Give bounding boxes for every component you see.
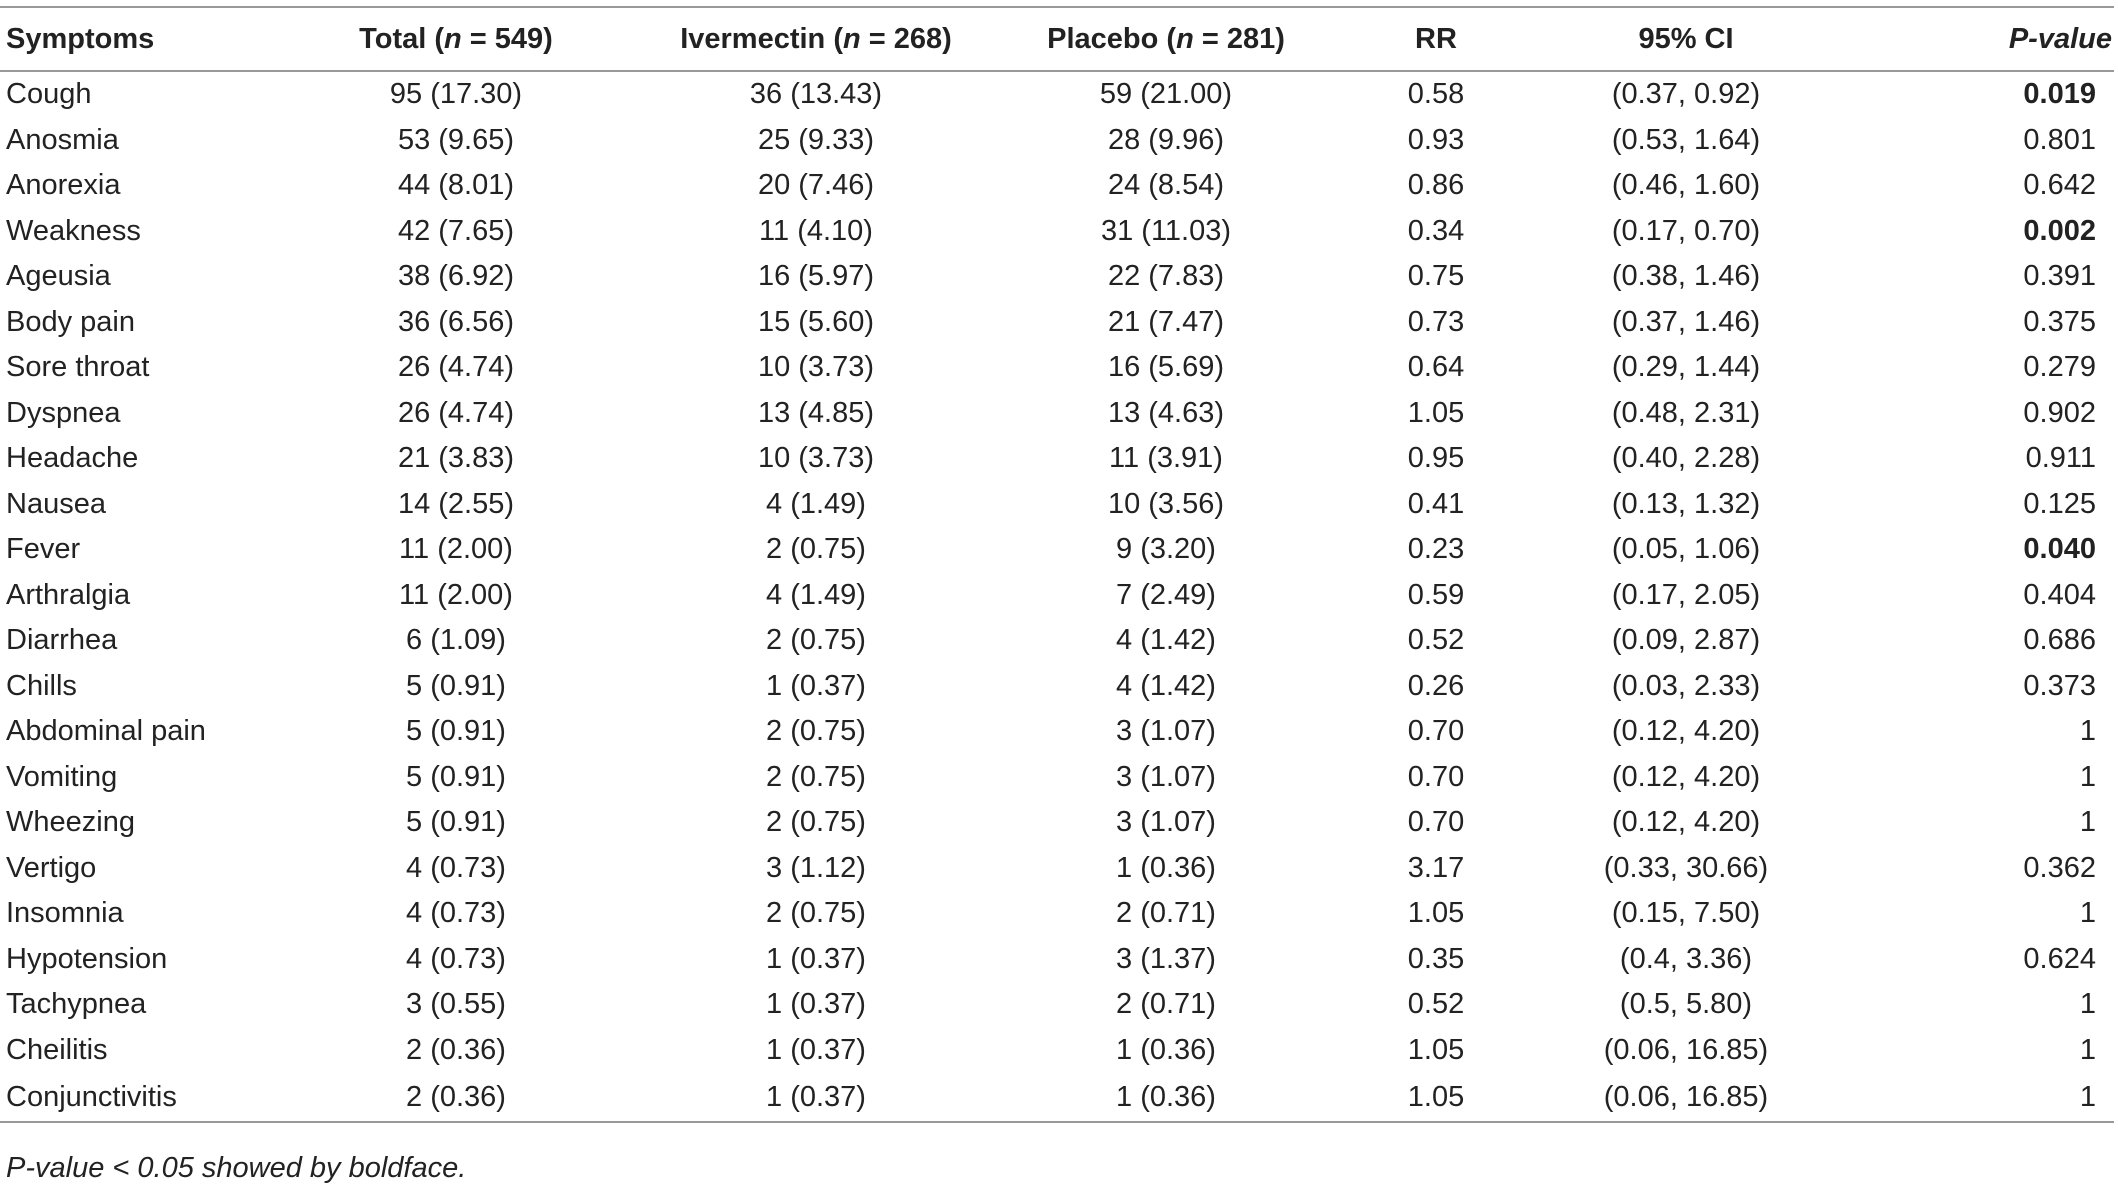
cell-ci: (0.15, 7.50)	[1611, 897, 1761, 930]
cell-placebo: 1 (0.36)	[1116, 851, 1216, 884]
cell-total: 5 (0.91)	[406, 715, 506, 748]
cell-rr: 0.35	[1407, 942, 1465, 975]
cell-symptom: Fever	[6, 533, 81, 566]
header-total-suffix: = 549)	[461, 22, 553, 55]
cell-ivermectin: 1 (0.37)	[766, 988, 866, 1021]
cell-rr: 0.70	[1407, 760, 1465, 793]
cell-ci: (0.09, 2.87)	[1611, 624, 1761, 657]
header-total-prefix: Total (	[359, 22, 445, 55]
cell-ivermectin: 15 (5.60)	[757, 305, 875, 338]
header-ivermectin-suffix: = 268)	[860, 22, 952, 55]
cell-rr: 0.95	[1407, 442, 1465, 475]
header-row	[0, 7, 2114, 71]
table-row	[0, 436, 2114, 482]
table-row	[0, 482, 2114, 528]
header-ivermectin-prefix: Ivermectin (	[680, 22, 843, 55]
cell-pvalue: 1	[2079, 760, 2096, 793]
cell-total: 21 (3.83)	[397, 442, 515, 475]
table-row	[0, 118, 2114, 164]
cell-total: 53 (9.65)	[397, 123, 515, 156]
header-placebo-prefix: Placebo (	[1047, 22, 1177, 55]
cell-total: 3 (0.55)	[406, 988, 506, 1021]
table-row	[0, 800, 2114, 846]
cell-ci: (0.06, 16.85)	[1603, 1033, 1769, 1066]
cell-ivermectin: 2 (0.75)	[766, 533, 866, 566]
cell-placebo: 1 (0.36)	[1116, 1033, 1216, 1066]
cell-symptom: Cheilitis	[6, 1033, 108, 1066]
cell-pvalue: 0.373	[2023, 669, 2096, 702]
cell-pvalue: 0.686	[2023, 624, 2096, 657]
table-row	[0, 891, 2114, 937]
cell-rr: 0.34	[1407, 214, 1465, 247]
cell-ci: (0.05, 1.06)	[1611, 533, 1761, 566]
cell-ivermectin: 4 (1.49)	[766, 487, 866, 520]
cell-symptom: Arthralgia	[6, 578, 131, 611]
cell-placebo: 7 (2.49)	[1116, 578, 1216, 611]
table-row	[0, 982, 2114, 1028]
cell-pvalue: 0.391	[2023, 260, 2096, 293]
cell-placebo: 2 (0.71)	[1116, 897, 1216, 930]
cell-ivermectin: 10 (3.73)	[757, 442, 875, 475]
cell-total: 42 (7.65)	[397, 214, 515, 247]
cell-pvalue: 0.375	[2023, 305, 2096, 338]
table-footnote: P-value < 0.05 showed by boldface.	[6, 1152, 467, 1184]
cell-rr: 0.52	[1407, 988, 1465, 1021]
cell-rr: 0.75	[1407, 260, 1465, 293]
cell-symptom: Abdominal pain	[6, 715, 206, 748]
cell-symptom: Cough	[6, 78, 92, 111]
header-placebo-suffix: = 281)	[1193, 22, 1285, 55]
cell-ci: (0.40, 2.28)	[1611, 442, 1761, 475]
table-row	[0, 345, 2114, 391]
cell-placebo: 3 (1.07)	[1116, 715, 1216, 748]
cell-pvalue: 0.279	[2023, 351, 2096, 384]
cell-ci: (0.48, 2.31)	[1611, 396, 1761, 429]
cell-pvalue: 1	[2079, 806, 2096, 839]
cell-ivermectin: 2 (0.75)	[766, 897, 866, 930]
cell-ivermectin: 1 (0.37)	[766, 1033, 866, 1066]
cell-rr: 0.86	[1407, 169, 1465, 202]
cell-ci: (0.5, 5.80)	[1619, 988, 1753, 1021]
cell-rr: 0.73	[1407, 305, 1465, 338]
cell-symptom: Insomnia	[6, 897, 124, 930]
cell-pvalue: 0.125	[2023, 487, 2096, 520]
cell-pvalue: 0.019	[2023, 78, 2096, 111]
table-row	[0, 618, 2114, 664]
cell-placebo: 3 (1.07)	[1116, 760, 1216, 793]
cell-symptom: Conjunctivitis	[0, 1073, 276, 1122]
cell-ivermectin: 2 (0.75)	[766, 715, 866, 748]
cell-symptom: Vomiting	[6, 760, 118, 793]
cell-rr: 1.05	[1407, 897, 1465, 930]
cell-ci: (0.17, 2.05)	[1611, 578, 1761, 611]
cell-ci: (0.03, 2.33)	[1611, 669, 1761, 702]
cell-rr: 3.17	[1407, 851, 1465, 884]
cell-pvalue: 0.002	[2023, 214, 2096, 247]
header-ci: 95% CI	[1536, 7, 1836, 71]
cell-placebo: 4 (1.42)	[1116, 624, 1216, 657]
cell-ci: (0.33, 30.66)	[1603, 851, 1769, 884]
cell-ci: (0.37, 0.92)	[1611, 78, 1761, 111]
cell-symptom: Vertigo	[6, 851, 97, 884]
cell-placebo: 24 (8.54)	[1107, 169, 1225, 202]
cell-pvalue: 1	[2079, 988, 2096, 1021]
cell-total: 44 (8.01)	[397, 169, 515, 202]
cell-rr: 0.93	[1407, 123, 1465, 156]
cell-symptom: Sore throat	[6, 351, 150, 384]
cell-placebo: 9 (3.20)	[1116, 533, 1216, 566]
table-row	[0, 664, 2114, 710]
cell-pvalue: 1	[2079, 897, 2096, 930]
table-row	[0, 937, 2114, 983]
table-header	[0, 7, 2114, 71]
symptoms-table	[0, 6, 2114, 1123]
cell-ivermectin: 13 (4.85)	[757, 396, 875, 429]
cell-symptom: Diarrhea	[6, 624, 118, 657]
cell-total: 4 (0.73)	[406, 942, 506, 975]
cell-total: 4 (0.73)	[406, 851, 506, 884]
cell-pvalue: 0.624	[2023, 942, 2096, 975]
header-symptoms: Symptoms	[0, 7, 276, 71]
table-row	[0, 709, 2114, 755]
cell-total: 11 (2.00)	[399, 533, 513, 566]
cell-ivermectin: 4 (1.49)	[766, 578, 866, 611]
cell-total: 36 (6.56)	[397, 305, 515, 338]
cell-ivermectin: 25 (9.33)	[757, 123, 875, 156]
table-row	[0, 163, 2114, 209]
cell-symptom: Weakness	[6, 214, 141, 247]
cell-ivermectin: 2 (0.75)	[766, 624, 866, 657]
cell-placebo: 11 (3.91)	[1109, 442, 1223, 475]
cell-ivermectin: 10 (3.73)	[757, 351, 875, 384]
cell-rr: 0.23	[1407, 533, 1465, 566]
cell-pvalue: 1	[2079, 715, 2096, 748]
cell-placebo: 10 (3.56)	[1107, 487, 1225, 520]
cell-ci: (0.13, 1.32)	[1611, 487, 1761, 520]
cell-pvalue: 0.801	[2023, 123, 2096, 156]
cell-ivermectin: 2 (0.75)	[766, 806, 866, 839]
table-row	[0, 573, 2114, 619]
cell-rr: 0.70	[1407, 806, 1465, 839]
cell-ci: (0.53, 1.64)	[1611, 123, 1761, 156]
cell-pvalue: 0.404	[2023, 578, 2096, 611]
cell-ivermectin: 20 (7.46)	[757, 169, 875, 202]
cell-total: 4 (0.73)	[406, 897, 506, 930]
cell-pvalue: 0.040	[2023, 533, 2096, 566]
cell-rr: 0.41	[1407, 487, 1465, 520]
cell-ci: (0.46, 1.60)	[1611, 169, 1761, 202]
cell-placebo: 3 (1.07)	[1116, 806, 1216, 839]
cell-rr: 0.52	[1407, 624, 1465, 657]
cell-symptom: Wheezing	[6, 806, 135, 839]
cell-symptom: Nausea	[6, 487, 106, 520]
cell-ivermectin: 1 (0.37)	[766, 669, 866, 702]
cell-pvalue: 0.902	[2023, 396, 2096, 429]
cell-placebo: 3 (1.37)	[1116, 942, 1216, 975]
cell-placebo: 16 (5.69)	[1107, 351, 1225, 384]
table-body	[0, 71, 2114, 1122]
cell-total: 14 (2.55)	[397, 487, 515, 520]
header-total	[276, 7, 636, 71]
table-row	[0, 300, 2114, 346]
cell-ivermectin: 11 (4.10)	[759, 214, 873, 247]
cell-rr: 1.05	[1407, 1033, 1465, 1066]
cell-rr: 0.26	[1407, 669, 1465, 702]
header-rr: RR	[1336, 7, 1536, 71]
cell-ci: (0.12, 4.20)	[1611, 806, 1761, 839]
cell-ivermectin: 36 (13.43)	[749, 78, 883, 111]
cell-ivermectin: 16 (5.97)	[757, 260, 875, 293]
cell-total: 5 (0.91)	[406, 760, 506, 793]
cell-symptom: Dyspnea	[6, 396, 121, 429]
cell-ivermectin: 2 (0.75)	[766, 760, 866, 793]
cell-placebo: 13 (4.63)	[1107, 396, 1225, 429]
cell-rr: 0.64	[1407, 351, 1465, 384]
header-placebo	[996, 7, 1336, 71]
cell-ci: (0.17, 0.70)	[1611, 214, 1761, 247]
cell-rr: 0.70	[1407, 715, 1465, 748]
cell-rr: 1.05	[1407, 396, 1465, 429]
header-ivermectin-n: n	[842, 22, 861, 55]
cell-total: 11 (2.00)	[399, 578, 513, 611]
cell-placebo: 2 (0.71)	[1116, 988, 1216, 1021]
cell-pvalue: 0.642	[2023, 169, 2096, 202]
cell-ci: (0.4, 3.36)	[1619, 942, 1753, 975]
cell-rr: 1.05	[1336, 1073, 1536, 1122]
cell-total: 5 (0.91)	[406, 669, 506, 702]
cell-symptom: Body pain	[6, 305, 135, 338]
cell-total: 5 (0.91)	[406, 806, 506, 839]
cell-total: 95 (17.30)	[389, 78, 523, 111]
table-row	[0, 254, 2114, 300]
cell-symptom: Tachypnea	[6, 988, 147, 1021]
cell-symptom: Chills	[6, 669, 77, 702]
table-row	[0, 71, 2114, 118]
table-row	[0, 391, 2114, 437]
cell-ci: (0.12, 4.20)	[1611, 760, 1761, 793]
cell-symptom: Anosmia	[6, 123, 119, 156]
table-row	[0, 527, 2114, 573]
cell-placebo: 22 (7.83)	[1107, 260, 1225, 293]
cell-placebo: 28 (9.96)	[1107, 123, 1225, 156]
cell-pvalue: 0.911	[2025, 442, 2096, 475]
cell-total: 26 (4.74)	[397, 351, 515, 384]
cell-total: 2 (0.36)	[276, 1073, 636, 1122]
cell-symptom: Anorexia	[6, 169, 121, 202]
header-placebo-n: n	[1176, 22, 1194, 55]
cell-rr: 0.58	[1407, 78, 1465, 111]
cell-placebo: 21 (7.47)	[1107, 305, 1225, 338]
cell-symptom: Headache	[6, 442, 139, 475]
cell-total: 2 (0.36)	[406, 1033, 506, 1066]
cell-placebo: 59 (21.00)	[1099, 78, 1233, 111]
header-ivermectin	[636, 7, 996, 71]
cell-placebo: 4 (1.42)	[1116, 669, 1216, 702]
cell-placebo: 1 (0.36)	[996, 1073, 1336, 1122]
cell-total: 26 (4.74)	[397, 396, 515, 429]
table-row	[0, 209, 2114, 255]
header-pvalue: P-value	[1836, 7, 2114, 71]
cell-pvalue: 1	[2079, 1033, 2096, 1066]
cell-ci: (0.12, 4.20)	[1611, 715, 1761, 748]
table-row	[0, 1028, 2114, 1074]
cell-ci: (0.38, 1.46)	[1611, 260, 1761, 293]
header-total-n: n	[444, 22, 462, 55]
cell-total: 6 (1.09)	[406, 624, 506, 657]
cell-ci: (0.37, 1.46)	[1611, 305, 1761, 338]
cell-ci: (0.06, 16.85)	[1536, 1073, 1836, 1122]
cell-ci: (0.29, 1.44)	[1611, 351, 1761, 384]
table-row	[0, 755, 2114, 801]
cell-rr: 0.59	[1407, 578, 1465, 611]
cell-ivermectin: 3 (1.12)	[766, 851, 866, 884]
cell-total: 38 (6.92)	[397, 260, 515, 293]
table-row	[0, 1073, 2114, 1122]
cell-placebo: 31 (11.03)	[1100, 214, 1232, 247]
cell-pvalue: 1	[1836, 1073, 2114, 1122]
cell-symptom: Ageusia	[6, 260, 111, 293]
cell-ivermectin: 1 (0.37)	[766, 942, 866, 975]
cell-ivermectin: 1 (0.37)	[636, 1073, 996, 1122]
cell-symptom: Hypotension	[6, 942, 168, 975]
table-row	[0, 846, 2114, 892]
cell-pvalue: 0.362	[2023, 851, 2096, 884]
